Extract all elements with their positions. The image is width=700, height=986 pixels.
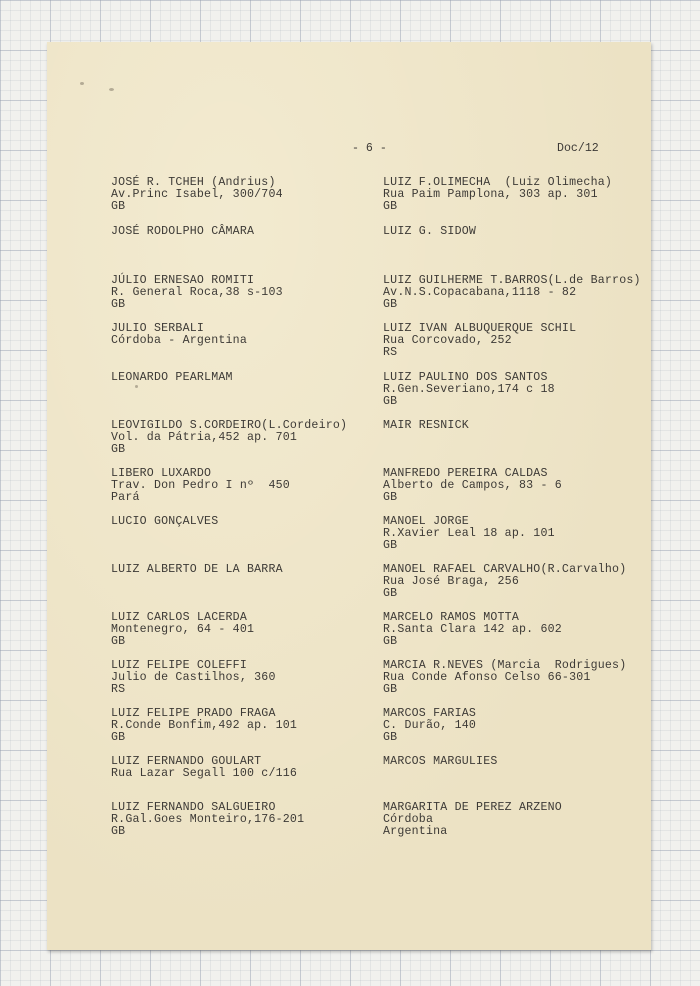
entry-name: JULIO SERBALI xyxy=(111,322,205,335)
entry-name: LUIZ GUILHERME T.BARROS(L.de Barros) xyxy=(383,274,641,287)
entry-address-line: GB xyxy=(111,298,126,311)
entry-name: LUCIO GONÇALVES xyxy=(111,515,219,528)
entry-address-line: R. General Roca,38 s-103 xyxy=(111,286,283,299)
entry-address-line: GB xyxy=(383,587,398,600)
ink-smudge xyxy=(135,385,138,388)
entry-name: LEONARDO PEARLMAM xyxy=(111,371,233,384)
entry-address-line: Rua José Braga, 256 xyxy=(383,575,519,588)
entry-address-line: Av.N.S.Copacabana,1118 - 82 xyxy=(383,286,577,299)
entry-address-line: GB xyxy=(111,635,126,648)
entry-name: MANOEL RAFAEL CARVALHO(R.Carvalho) xyxy=(383,563,627,576)
entry-name: MARCELO RAMOS MOTTA xyxy=(383,611,519,624)
directory-entry xyxy=(111,275,283,311)
entry-name: JOSÉ RODOLPHO CÂMARA xyxy=(111,225,255,238)
directory-entry xyxy=(111,420,347,456)
entry-name: LUIZ ALBERTO DE LA BARRA xyxy=(111,563,283,576)
entry-name: LUIZ G. SIDOW xyxy=(383,225,477,238)
entry-name: JÚLIO ERNESAO ROMITI xyxy=(111,274,255,287)
directory-entry xyxy=(383,756,498,768)
entry-address-line: Av.Princ Isabel, 300/704 xyxy=(111,188,283,201)
directory-entry xyxy=(111,612,254,648)
directory-entry xyxy=(111,323,247,347)
entry-address-line: GB xyxy=(383,395,398,408)
directory-entry xyxy=(383,323,576,359)
entry-name: MAIR RESNICK xyxy=(383,419,469,432)
entry-address-line: GB xyxy=(111,200,126,213)
directory-entry xyxy=(111,756,297,780)
directory-entry xyxy=(383,802,562,838)
entry-name: LIBERO LUXARDO xyxy=(111,467,212,480)
document-reference: Doc/12 xyxy=(557,142,599,155)
entry-name: MANFREDO PEREIRA CALDAS xyxy=(383,467,548,480)
entry-address-line: GB xyxy=(383,491,398,504)
directory-entry xyxy=(111,564,283,576)
directory-entry xyxy=(383,516,555,552)
directory-entry xyxy=(383,708,476,744)
directory-entry xyxy=(383,660,626,696)
entry-address-line: Vol. da Pátria,452 ap. 701 xyxy=(111,431,298,444)
entry-address-line: Argentina xyxy=(383,825,448,838)
entry-address-line: C. Durão, 140 xyxy=(383,719,477,732)
entry-name: LUIZ FERNANDO GOULART xyxy=(111,755,262,768)
entry-name: JOSÉ R. TCHEH (Andrius) xyxy=(111,176,276,189)
directory-entry xyxy=(383,564,626,600)
directory-entry xyxy=(383,275,641,311)
directory-entry xyxy=(111,468,290,504)
entry-address-line: Pará xyxy=(111,491,140,504)
entry-address-line: GB xyxy=(383,731,398,744)
entry-name: MARCOS FARIAS xyxy=(383,707,477,720)
directory-entry xyxy=(383,468,562,504)
directory-entry xyxy=(111,802,304,838)
directory-entry xyxy=(111,660,276,696)
document-sheet xyxy=(47,42,651,950)
entry-address-line: R.Santa Clara 142 ap. 602 xyxy=(383,623,562,636)
entry-address-line: R.Xavier Leal 18 ap. 101 xyxy=(383,527,555,540)
entry-address-line: Julio de Castilhos, 360 xyxy=(111,671,276,684)
directory-entry xyxy=(111,708,297,744)
entry-address-line: Córdoba - Argentina xyxy=(111,334,247,347)
entry-address-line: GB xyxy=(383,298,398,311)
entry-address-line: Rua Corcovado, 252 xyxy=(383,334,512,347)
entry-address-line: GB xyxy=(111,731,126,744)
ink-smudge xyxy=(80,82,84,85)
entry-name: LEOVIGILDO S.CORDEIRO(L.Cordeiro) xyxy=(111,419,348,432)
entry-name: MARGARITA DE PEREZ ARZENO xyxy=(383,801,562,814)
directory-entry xyxy=(383,226,476,238)
directory-entry xyxy=(111,177,283,213)
entry-address-line: Córdoba xyxy=(383,813,434,826)
entry-address-line: Rua Conde Afonso Celso 66-301 xyxy=(383,671,591,684)
entry-name: LUIZ IVAN ALBUQUERQUE SCHIL xyxy=(383,322,577,335)
entry-address-line: R.Gen.Severiano,174 c 18 xyxy=(383,383,555,396)
entry-address-line: GB xyxy=(383,683,398,696)
entry-name: MARCOS MARGULIES xyxy=(383,755,498,768)
entry-address-line: GB xyxy=(111,443,126,456)
directory-entry xyxy=(383,177,612,213)
directory-entry xyxy=(111,372,233,384)
entry-name: LUIZ F.OLIMECHA (Luiz Olimecha) xyxy=(383,176,613,189)
entry-address-line: Rua Paim Pamplona, 303 ap. 301 xyxy=(383,188,598,201)
entry-address-line: Trav. Don Pedro I nº 450 xyxy=(111,479,290,492)
entry-address-line: Montenegro, 64 - 401 xyxy=(111,623,255,636)
entry-address-line: R.Gal.Goes Monteiro,176-201 xyxy=(111,813,305,826)
directory-entry xyxy=(111,516,218,528)
entry-address-line: GB xyxy=(111,825,126,838)
page-number: - 6 - xyxy=(352,142,387,155)
entry-name: LUIZ FERNANDO SALGUEIRO xyxy=(111,801,276,814)
entry-address-line: RS xyxy=(111,683,126,696)
entry-name: LUIZ CARLOS LACERDA xyxy=(111,611,247,624)
entry-name: LUIZ PAULINO DOS SANTOS xyxy=(383,371,548,384)
ink-smudge xyxy=(109,88,114,91)
entry-name: MARCIA R.NEVES (Marcia Rodrigues) xyxy=(383,659,627,672)
entry-address-line: Rua Lazar Segall 100 c/116 xyxy=(111,767,298,780)
entry-address-line: R.Conde Bonfim,492 ap. 101 xyxy=(111,719,298,732)
directory-entry xyxy=(111,226,254,238)
directory-entry xyxy=(383,612,562,648)
directory-entry xyxy=(383,420,469,432)
entry-address-line: GB xyxy=(383,200,398,213)
entry-name: MANOEL JORGE xyxy=(383,515,469,528)
entry-name: LUIZ FELIPE PRADO FRAGA xyxy=(111,707,276,720)
entry-address-line: Alberto de Campos, 83 - 6 xyxy=(383,479,562,492)
entry-address-line: GB xyxy=(383,635,398,648)
entry-address-line: RS xyxy=(383,346,398,359)
entry-address-line: GB xyxy=(383,539,398,552)
directory-entry xyxy=(383,372,555,408)
entry-name: LUIZ FELIPE COLEFFI xyxy=(111,659,247,672)
